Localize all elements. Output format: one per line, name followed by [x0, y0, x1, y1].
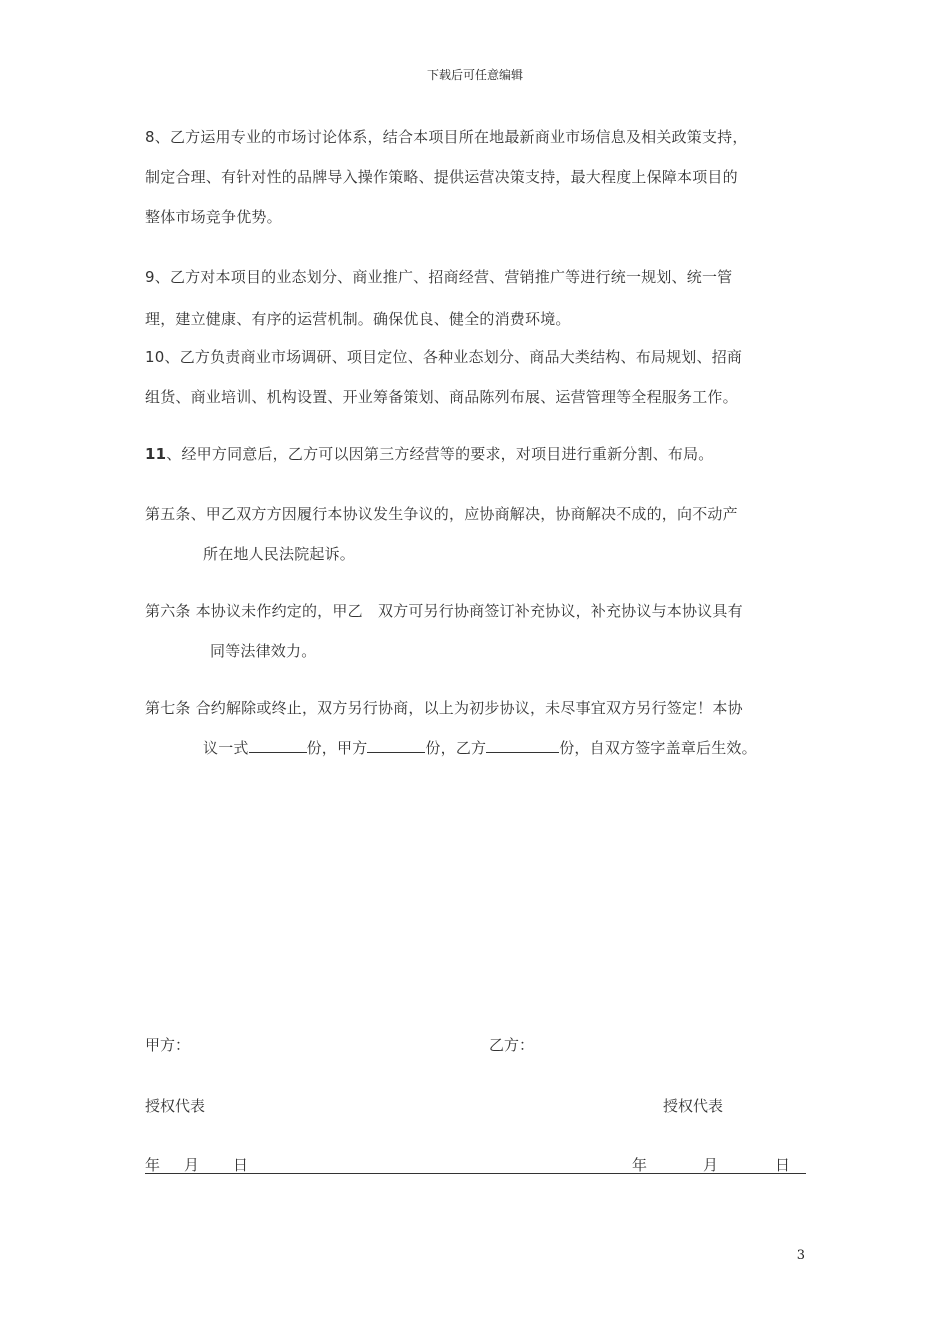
party-b-month: 月	[703, 1156, 719, 1174]
article-5-text-1: 第五条、甲乙双方方因履行本协议发生争议的，应协商解决，协商解决不成的，向不动产	[145, 505, 738, 523]
clause-8-text-3: 整体市场竞争优势。	[145, 208, 282, 226]
party-a-label: 甲方：	[145, 1036, 191, 1054]
article-7-party-b-label: 份，乙方	[425, 739, 487, 757]
clause-11-text-1: 、经甲方同意后，乙方可以因第三方经营等的要求，对项目进行重新分割、布局。	[166, 445, 714, 463]
article-7-line-2	[203, 737, 757, 758]
party-a-year: 年	[145, 1156, 161, 1174]
clause-11-line-1	[145, 443, 714, 464]
page-number: 3	[796, 1248, 805, 1263]
clause-8-line-1	[145, 126, 748, 147]
article-7-copies-label: 议一式	[203, 739, 249, 757]
party-b-label: 乙方：	[489, 1036, 535, 1054]
party-b-day: 日	[775, 1156, 791, 1174]
date-underline	[145, 1173, 806, 1174]
clause-10-number: 10	[145, 348, 165, 366]
party-a-rep-label: 授权代表	[145, 1097, 206, 1115]
article-6-text-1: 第六条 本协议未作约定的，甲乙 双方可另行协商签订补充协议，补充协议与本协议具有	[145, 602, 743, 620]
page-header-note: 下载后可任意编辑	[426, 68, 523, 82]
clause-9-text-2: 理，建立健康、有序的运营机制。确保优良、健全的消费环境。	[145, 310, 571, 328]
party-a-month: 月	[184, 1156, 200, 1174]
article-7-party-a-label: 份，甲方	[306, 739, 368, 757]
copies-party-a-blank[interactable]	[367, 738, 425, 753]
clause-10-text-1: 、乙方负责商业市场调研、项目定位、各种业态划分、商品大类结构、布局规划、招商	[164, 348, 743, 366]
clause-9-line-1	[145, 266, 732, 287]
copies-party-b-blank[interactable]	[486, 738, 559, 753]
clause-8-text-1: 、乙方运用专业的市场讨论体系，结合本项目所在地最新商业市场信息及相关政策支持，	[154, 128, 748, 146]
clause-8-number: 8	[145, 128, 155, 146]
clause-9-text-1: 、乙方对本项目的业态划分、商业推广、招商经营、营销推广等进行统一规划、统一管	[154, 268, 733, 286]
party-b-year: 年	[632, 1156, 648, 1174]
article-6-text-2: 同等法律效力。	[210, 642, 317, 660]
party-b-rep-label: 授权代表	[663, 1097, 724, 1115]
clause-10-line-1	[145, 346, 742, 367]
party-a-day: 日	[233, 1156, 249, 1174]
article-7-effective-text: 份，自双方签字盖章后生效。	[559, 739, 757, 757]
clause-11-number: 11	[145, 445, 167, 463]
copies-total-blank[interactable]	[249, 738, 307, 753]
article-5-text-2: 所在地人民法院起诉。	[203, 545, 356, 563]
article-7-text-1: 第七条 合约解除或终止，双方另行协商，以上为初步协议，未尽事宜双方另行签定！本协	[145, 699, 743, 717]
clause-9-number: 9	[145, 268, 155, 286]
clause-10-text-2: 组货、商业培训、机构设置、开业筹备策划、商品陈列布展、运营管理等全程服务工作。	[145, 388, 738, 406]
clause-8-text-2: 制定合理、有针对性的品牌导入操作策略、提供运营决策支持，最大程度上保障本项目的	[145, 168, 738, 186]
